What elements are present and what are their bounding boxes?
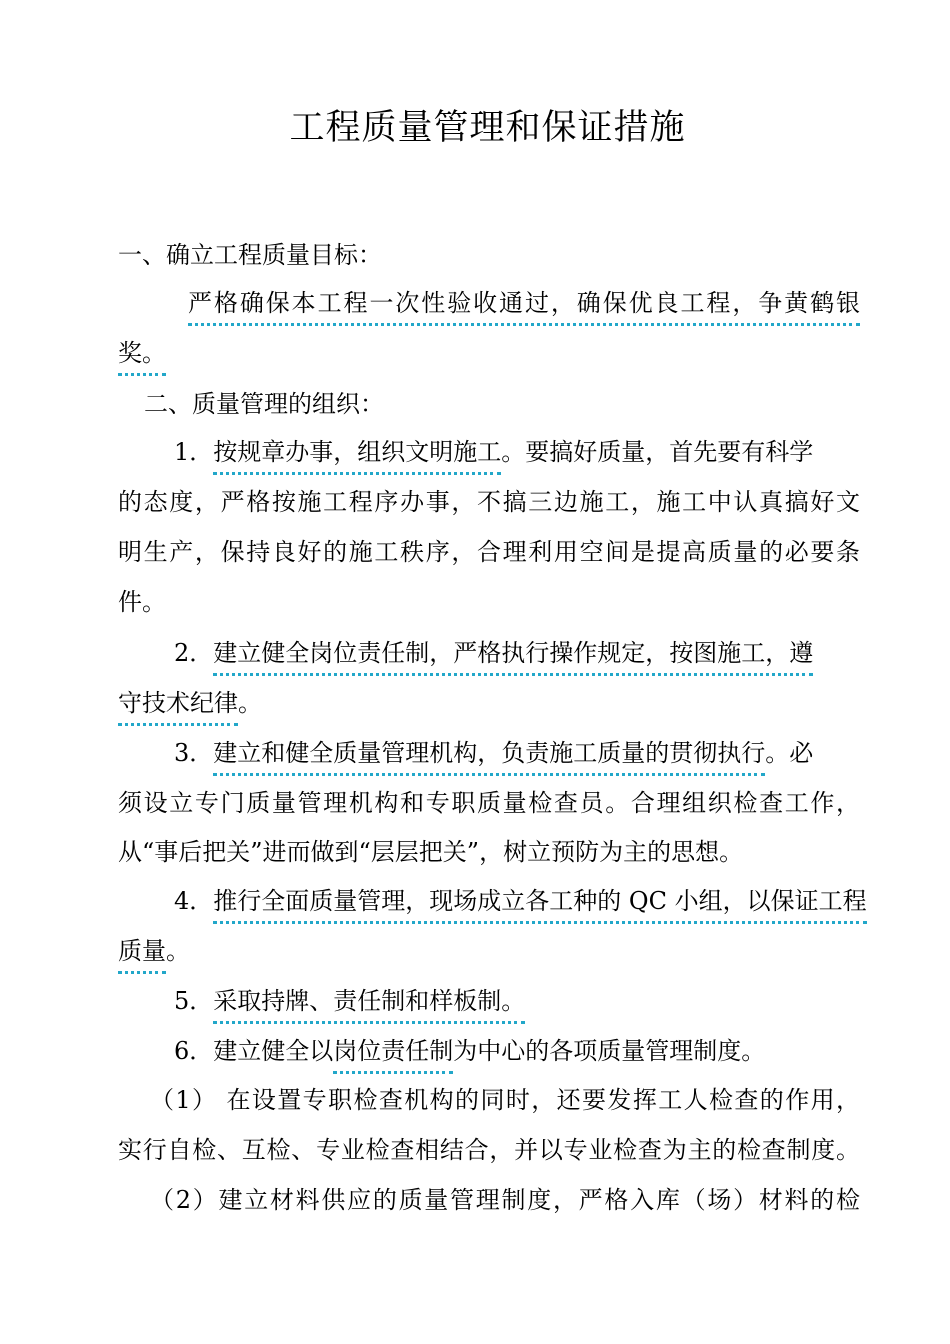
item-1-line4: 件。 (118, 588, 166, 616)
item-2-underlined: 建立健全岗位责任制，严格执行操作规定，按图施工，遵 (213, 639, 813, 676)
item-2-line1 (174, 636, 860, 672)
item-3-line1 (174, 736, 860, 772)
item-1-number: 1． (174, 438, 214, 466)
item-5-underlined: 采取持牌、责任制和样板制。 (213, 987, 525, 1024)
item-5-line1 (174, 984, 860, 1020)
item-3-underlined: 建立和健全质量管理机构，负责施工质量的贯彻执行 (213, 739, 765, 776)
item-3-rest: 。必 (765, 739, 814, 767)
sub-1-line2: 实行自检、互检、专业检查相结合，并以专业检查为主的检查制度。 (118, 1136, 860, 1164)
sub-1-line1: （1） 在设置专职检查机构的同时，还要发挥工人检查的作用， (150, 1086, 860, 1114)
item-4-period: 。 (166, 937, 190, 965)
goal-text-end: 奖。 (118, 339, 166, 376)
item-1-rest: 。要搞好质量，首先要有科学 (501, 438, 814, 466)
item-6-text-b: 为中心的各项质量管理制度。 (453, 1037, 766, 1065)
item-2-underlined-cont: 守技术纪律 (118, 689, 238, 726)
sub-2-line1: （2）建立材料供应的质量管理制度，严格入库（场）材料的检 (150, 1186, 860, 1214)
section-heading-goal: 一、确立工程质量目标： (118, 241, 382, 269)
page-title: 工程质量管理和保证措施 (289, 108, 686, 148)
item-4-underlined-cont: 质量 (118, 937, 166, 974)
item-2-number: 2． (174, 639, 214, 667)
item-4-number: 4． (174, 887, 214, 915)
goal-paragraph-line2 (118, 336, 860, 372)
item-6-line1 (174, 1034, 860, 1070)
item-3-line3: 从“事后把关”进而做到“层层把关”，树立预防为主的思想。 (118, 838, 744, 866)
item-1-line1 (174, 435, 860, 471)
item-4-underlined: 推行全面质量管理，现场成立各工种的 QC 小组，以保证工程 (213, 887, 866, 924)
item-2-period: 。 (238, 689, 262, 717)
item-1-line3: 明生产，保持良好的施工秩序，合理利用空间是提高质量的必要条 (118, 538, 860, 566)
goal-paragraph-line1 (188, 286, 860, 322)
goal-text: 严格确保本工程一次性验收通过，确保优良工程，争黄鹤银 (188, 289, 860, 326)
item-4-line2 (118, 934, 860, 970)
item-2-line2 (118, 686, 860, 722)
item-5-number: 5． (174, 987, 214, 1015)
item-3-number: 3． (174, 739, 214, 767)
item-6-number: 6． (174, 1037, 214, 1065)
item-6-underlined: 岗位责任制 (333, 1037, 453, 1074)
item-3-line2: 须设立专门质量管理机构和专职质量检查员。合理组织检查工作， (118, 789, 860, 817)
section-heading-organization: 二、质量管理的组织： (144, 390, 384, 418)
item-1-underlined: 按规章办事，组织文明施工 (213, 438, 501, 475)
item-4-line1 (174, 884, 867, 920)
item-6-text-a: 建立健全以 (213, 1037, 334, 1065)
item-1-line2: 的态度，严格按施工程序办事，不搞三边施工，施工中认真搞好文 (118, 488, 860, 516)
